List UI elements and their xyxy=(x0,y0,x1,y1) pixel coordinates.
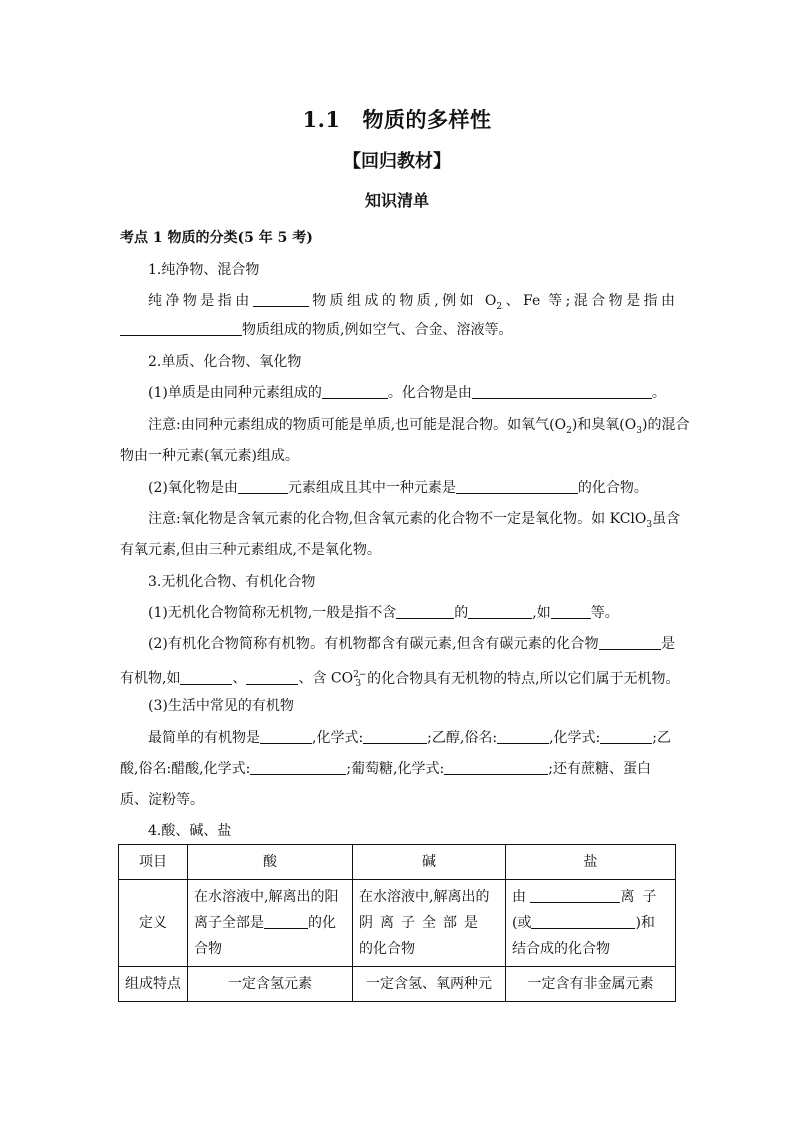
fill-blank[interactable] xyxy=(238,479,288,494)
fill-blank[interactable] xyxy=(472,384,652,399)
text: 、Fe 等;混合物是指由 xyxy=(502,293,675,309)
fill-blank[interactable] xyxy=(246,670,298,685)
chapter-title: 物质的多样性 xyxy=(362,107,492,132)
row-label: 组成特点 xyxy=(119,967,188,1002)
text: ,化学式: xyxy=(549,730,601,746)
fill-blank[interactable] xyxy=(444,760,548,775)
text: 物质组成的物质,例如 O xyxy=(308,293,497,309)
part3-line6 xyxy=(120,759,651,779)
fill-blank[interactable] xyxy=(600,729,652,744)
part2-note2: 物由一种元素(氧元素)组成。 xyxy=(120,448,299,464)
text: ;还有蔗糖、蛋白 xyxy=(548,761,651,777)
part2-note3: 注意:氧化物是含氧元素的化合物,但含氧元素的化合物不一定是氧化物。如 KClO$_3$虽含 xyxy=(148,511,681,530)
text: 合物 xyxy=(194,941,222,957)
table-header-row xyxy=(119,845,676,880)
part3-line4: (3)生活中常见的有机物 xyxy=(148,698,294,714)
part3-line1 xyxy=(148,603,619,623)
fill-blank[interactable] xyxy=(531,914,635,929)
text: ,化学式: xyxy=(312,730,364,746)
part2-line2 xyxy=(148,478,648,498)
text: )和臭氧(O xyxy=(571,417,637,433)
subtitle: 【回归教材】 xyxy=(343,151,451,172)
text: 物质组成的物质,例如空气、合金、溶液等。 xyxy=(242,322,513,338)
part3-line2 xyxy=(148,634,675,654)
chapter-number: 1.1 xyxy=(302,107,341,132)
fill-blank[interactable] xyxy=(456,479,578,494)
part1-heading: 1.纯净物、混合物 xyxy=(148,262,260,278)
text: (2)有机化合物简称有机物。有机物都含有碳元素,但含有碳元素的化合物 xyxy=(148,636,599,652)
text: 离子全部是 xyxy=(194,915,264,931)
text: 离子 xyxy=(620,889,665,905)
text: 、 xyxy=(232,670,247,687)
fill-blank[interactable] xyxy=(180,670,232,685)
part2-line1 xyxy=(148,383,666,403)
part3-heading: 3.无机化合物、有机化合物 xyxy=(148,574,316,590)
text: 的化合物具有无机物的特点,所以它们属于无机物。 xyxy=(367,670,680,687)
text: (1)无机化合物简称无机物,一般是指不含 xyxy=(148,605,397,621)
text: 酸,俗名:醋酸,化学式: xyxy=(120,761,251,777)
table-header: 盐 xyxy=(506,845,676,880)
text: 的化合物 xyxy=(359,941,415,957)
fill-blank[interactable] xyxy=(322,384,388,399)
table-row xyxy=(119,967,676,1002)
part2-heading: 2.单质、化合物、氧化物 xyxy=(148,354,302,370)
table-header: 酸 xyxy=(188,845,353,880)
part1-line2 xyxy=(120,320,512,340)
text: 。 xyxy=(651,385,666,401)
part3-line3: 有机物,如 、 、含 $CO^{2-}_3$ 的化合物具有无机物的特点,所以它们属于无机物。 xyxy=(120,670,680,690)
fill-blank[interactable] xyxy=(253,292,309,307)
fill-blank[interactable] xyxy=(120,321,242,336)
fill-blank[interactable] xyxy=(530,888,620,903)
text: ;乙 xyxy=(652,730,671,746)
text: )和 xyxy=(635,915,655,931)
part3-line7: 质、淀粉等。 xyxy=(120,792,204,808)
text: 最简单的有机物是 xyxy=(148,730,260,746)
part2-note4: 有氧元素,但由三种元素组成,不是氧化物。 xyxy=(120,542,381,558)
table-cell: 一定含有非金属元素 xyxy=(506,967,676,1002)
table-cell: 一定含氢元素 xyxy=(188,967,353,1002)
text: 等。 xyxy=(590,605,619,621)
fill-blank[interactable] xyxy=(497,729,549,744)
text: (1)单质是由同种元素组成的 xyxy=(148,385,322,401)
text: 注意:由同种元素组成的物质可能是单质,也可能是混合物。如氧气(O xyxy=(148,417,567,433)
text: 阴离子全部是 xyxy=(359,915,485,931)
text: ,如 xyxy=(532,605,551,621)
fill-blank[interactable] xyxy=(250,760,346,775)
text: 有机物,如 xyxy=(120,670,181,687)
text: 元素组成且其中一种元素是 xyxy=(287,480,456,496)
text: 纯净物是指由 xyxy=(148,293,253,309)
fill-blank[interactable] xyxy=(468,604,532,619)
text: 在水溶液中,解离出的 xyxy=(359,889,490,905)
text: 的 xyxy=(454,605,469,621)
text: 的化合物。 xyxy=(577,480,648,496)
fill-blank[interactable] xyxy=(363,729,427,744)
text: 注意:氧化物是含氧元素的化合物,但含氧元素的化合物不一定是氧化物。如 KClO xyxy=(148,511,647,527)
text: 、含 CO xyxy=(298,670,354,687)
table-header: 碱 xyxy=(353,845,506,880)
row-label: 定义 xyxy=(119,880,188,967)
part2-note1: 注意:由同种元素组成的物质可能是单质,也可能是混合物。如氧气$(O_2)$和臭氧$(O_3)$的混合 xyxy=(148,417,690,436)
base-definition xyxy=(353,880,506,967)
fill-blank[interactable] xyxy=(260,729,312,744)
text: 结合成的化合物 xyxy=(512,941,610,957)
topic-heading: 考点 1 物质的分类(5 年 5 考) xyxy=(120,230,313,246)
text: 是 xyxy=(660,636,676,652)
acid-definition xyxy=(188,880,353,967)
acid-base-salt-table xyxy=(118,844,676,1002)
section-heading: 知识清单 xyxy=(364,191,429,210)
table-row xyxy=(119,880,676,967)
text: 的化 xyxy=(308,915,336,931)
text: 由 xyxy=(512,889,526,905)
text: )的混合 xyxy=(641,417,690,433)
salt-definition xyxy=(506,880,676,967)
fill-blank[interactable] xyxy=(551,604,591,619)
text: (2)氧化物是由 xyxy=(148,480,238,496)
text: 在水溶液中,解离出的阳 xyxy=(194,889,339,905)
fill-blank[interactable] xyxy=(599,635,661,650)
text: ;葡萄糖,化学式: xyxy=(346,761,445,777)
part4-heading: 4.酸、碱、盐 xyxy=(148,823,232,839)
text: 。化合物是由 xyxy=(387,385,472,401)
part3-line5 xyxy=(148,728,671,748)
fill-blank[interactable] xyxy=(396,604,454,619)
text: (或 xyxy=(512,915,532,931)
table-header: 项目 xyxy=(119,845,188,880)
page-title xyxy=(0,104,794,134)
part1-line1: 纯净物是指由 物质组成的物质,例如 $O_2$、Fe 等;混合物是指由 xyxy=(148,293,675,312)
text: 虽含 xyxy=(652,511,681,527)
table-cell: 一定含氢、氧两种元 xyxy=(353,967,506,1002)
fill-blank[interactable] xyxy=(264,914,308,929)
text: ;乙醇,俗名: xyxy=(427,730,498,746)
